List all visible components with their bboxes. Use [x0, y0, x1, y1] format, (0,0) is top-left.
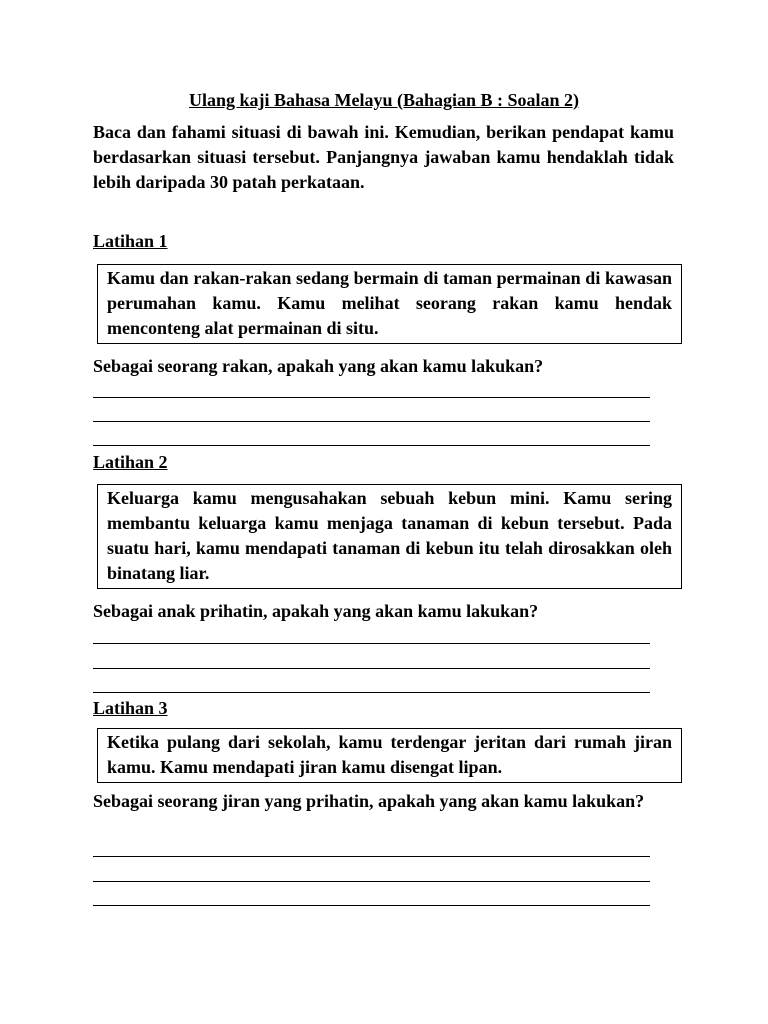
exercise-3-answer-line[interactable]	[93, 881, 650, 882]
exercise-2-situation-box: Keluarga kamu mengusahakan sebuah kebun mini. Kamu sering membantu keluarga kamu menjaga tanaman di kebun tersebut. Pada suatu hari, kamu mendapati tanaman di kebun itu telah dirosakkan oleh binatang liar.	[97, 484, 682, 589]
worksheet-title: Ulang kaji Bahasa Melayu (Bahagian B : Soalan 2)	[188, 90, 580, 110]
exercise-2-answer-line[interactable]	[93, 692, 650, 693]
instructions: Baca dan fahami situasi di bawah ini. Kemudian, berikan pendapat kamu berdasarkan situasi tersebut. Panjangnya jawaban kamu hendaklah tidak lebih daripada 30 patah perkataan.	[93, 122, 674, 192]
exercise-3-question: Sebagai seorang jiran yang prihatin, apakah yang akan kamu lakukan?	[93, 791, 645, 811]
exercise-2-answer-line[interactable]	[93, 668, 650, 669]
exercise-1-answer-line[interactable]	[93, 421, 650, 422]
exercise-1-question: Sebagai seorang rakan, apakah yang akan kamu lakukan?	[93, 356, 544, 376]
exercise-3-answer-line[interactable]	[93, 856, 650, 857]
exercise-2-heading: Latihan 2	[93, 452, 168, 472]
exercise-1-heading: Latihan 1	[93, 231, 168, 251]
exercise-3-situation-box: Ketika pulang dari sekolah, kamu terdengar jeritan dari rumah jiran kamu. Kamu mendapati jiran kamu disengat lipan.	[97, 728, 682, 783]
exercise-3-answer-line[interactable]	[93, 905, 650, 906]
exercise-3-heading: Latihan 3	[93, 698, 168, 718]
exercise-1-answer-line[interactable]	[93, 445, 650, 446]
exercise-2-answer-line[interactable]	[93, 643, 650, 644]
exercise-1-situation-box: Kamu dan rakan-rakan sedang bermain di taman permainan di kawasan perumahan kamu. Kamu melihat seorang rakan kamu hendak menconteng alat permainan di situ.	[97, 264, 682, 344]
exercise-2-question: Sebagai anak prihatin, apakah yang akan kamu lakukan?	[93, 601, 539, 621]
exercise-1-answer-line[interactable]	[93, 397, 650, 398]
